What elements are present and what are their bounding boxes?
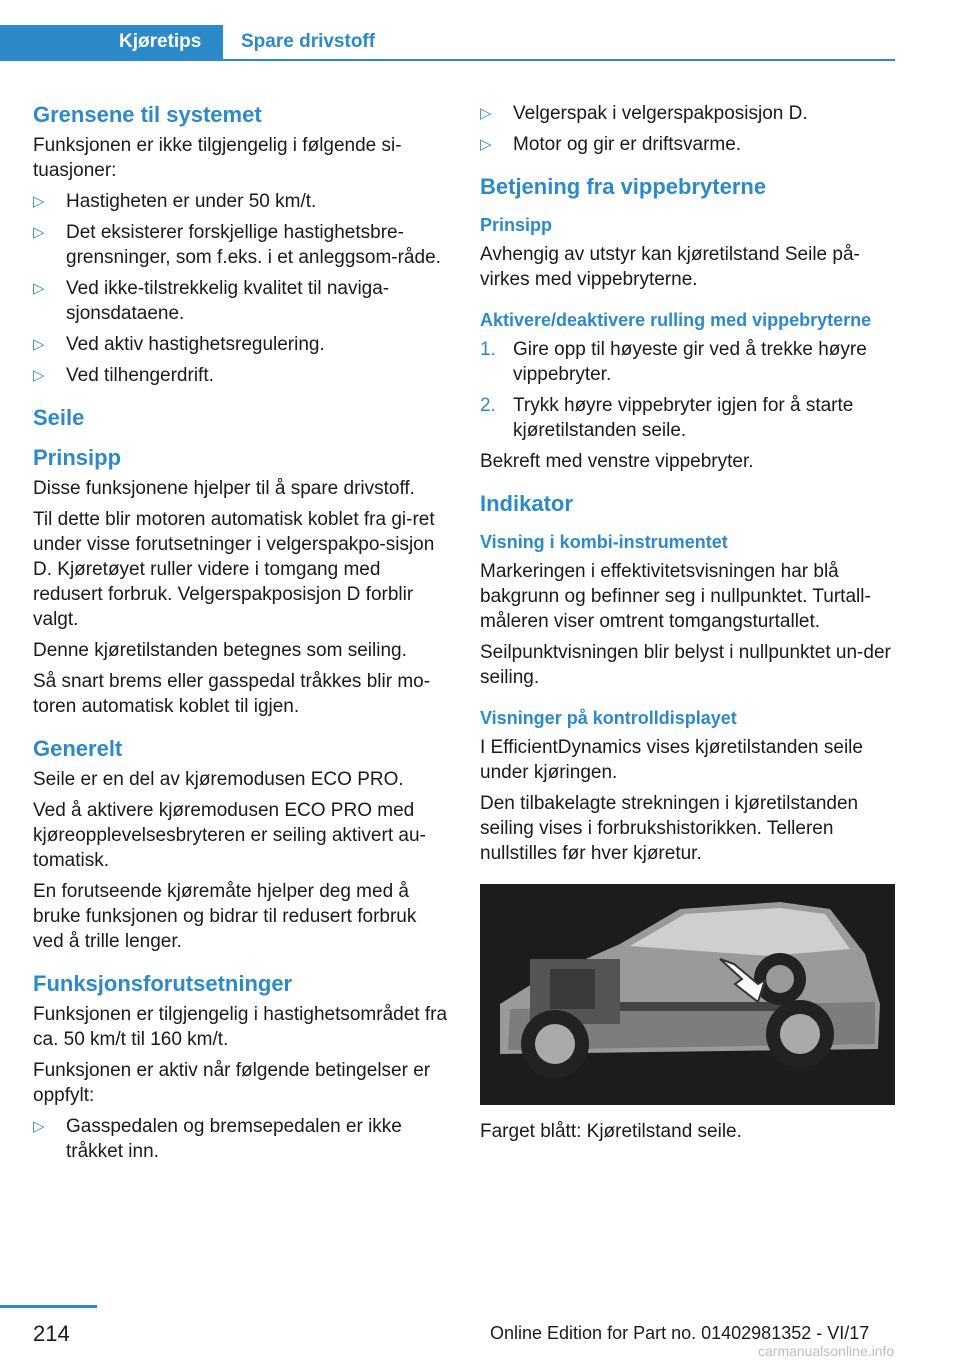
forutsetninger-heading: Funksjonsforutsetninger (33, 971, 293, 996)
triangle-bullet-icon: ▷ (33, 224, 45, 241)
generelt-p2: Ved å aktivere kjøremodusen ECO PRO med kjøreopplevelsesbryteren er seiling aktivert au-tomatisk. (33, 800, 426, 871)
list-item: ▷ Ved tilhengerdrift. (33, 365, 214, 386)
prinsipp-p4: Så snart brems eller gasspedal tråkkes blir mo-toren automatisk koblet til igjen. (33, 671, 431, 717)
kombi-p1: Markeringen i effektivitetsvisningen har blå bakgrunn og befinner seg i nullpunktet. Turtall-måleren viser omtrent tomgangsturtallet. (480, 561, 871, 632)
aktivere-heading: Aktivere/deaktivere rulling med vippebryterne (480, 310, 872, 330)
header-rule (223, 59, 895, 61)
prinsipp-p3: Denne kjøretilstanden betegnes som seiling. (33, 640, 407, 661)
indikator-heading: Indikator (480, 491, 573, 516)
footer-rule (0, 1305, 97, 1308)
triangle-bullet-icon: ▷ (33, 367, 45, 384)
prinsipp-p1: Disse funksjonene hjelper til å spare drivstoff. (33, 478, 415, 499)
header-tabs (0, 25, 895, 61)
kontroll-p2: Den tilbakelagte strekningen i kjøretilstanden seiling vises i forbrukshistorikken. Telleren nullstilles før hver kjøretur. (480, 793, 859, 864)
figure-caption: Farget blått: Kjøretilstand seile. (480, 1121, 742, 1142)
kontroll-p1: I EfficientDynamics vises kjøretilstanden seile under kjøringen. (480, 737, 863, 783)
aktivere-after: Bekreft med venstre vippebryter. (480, 451, 754, 472)
right-column (480, 101, 896, 1150)
edition-note: Online Edition for Part no. 01402981352 - VI/17 (490, 1323, 870, 1343)
triangle-bullet-icon: ▷ (480, 136, 492, 153)
list-item: ▷ Velgerspak i velgerspakposisjon D. (480, 103, 808, 124)
tab-kjoretips[interactable]: Kjøretips (0, 25, 223, 61)
list-item: ▷ Ved ikke-tilstrekkelig kvalitet til naviga-sjonsdataene. (33, 278, 390, 324)
forutsetninger-p1: Funksjonen er tilgjengelig i hastighetsområdet fra ca. 50 km/t til 160 km/t. (33, 1004, 448, 1050)
kombi-heading: Visning i kombi-instrumentet (480, 532, 728, 552)
prinsipp-p2: Til dette blir motoren automatisk koblet fra gi-ret under visse forutsetninger i velgerspakpo-sisjon D. Kjøretøyet ruller videre i tomgang med redusert forbruk. Velgerspakposisjon D forblir valgt. (33, 509, 435, 630)
triangle-bullet-icon: ▷ (33, 193, 45, 210)
grensene-intro: Funksjonen er ikke tilgjengelig i følgende si-tuasjoner: (33, 135, 402, 181)
step-number: 1. (480, 339, 496, 360)
tab-spare-drivstoff[interactable]: Spare drivstoff (241, 31, 376, 52)
triangle-bullet-icon: ▷ (33, 1118, 45, 1135)
list-item: ▷ Det eksisterer forskjellige hastighetsbre-grensninger, som f.eks. i et anleggsom-råde. (33, 222, 441, 268)
list-item: ▷ Motor og gir er driftsvarme. (480, 134, 742, 155)
left-column (33, 101, 449, 1170)
kontroll-heading: Visninger på kontrolldisplayet (480, 708, 737, 728)
forutsetninger-p2: Funksjonen er aktiv når følgende betingelser er oppfylt: (33, 1060, 431, 1106)
forutsetninger-list-cont (480, 101, 896, 157)
generelt-heading: Generelt (33, 736, 123, 761)
page-number: 214 (33, 1321, 70, 1346)
list-item: ▷ Gasspedalen og bremsepedalen er ikke tråkket inn. (33, 1116, 402, 1162)
car-drivetrain-illustration (480, 884, 895, 1105)
betjening-heading: Betjening fra vippebryterne (480, 174, 767, 199)
list-item: 2. Trykk høyre vippebryter igjen for å starte kjøretilstanden seile. (480, 395, 854, 441)
kombi-p2: Seilpunktvisningen blir belyst i nullpunktet un-der seiling. (480, 642, 891, 688)
list-item: 1. Gire opp til høyeste gir ved å trekke høyre vippebryter. (480, 339, 867, 385)
triangle-bullet-icon: ▷ (33, 280, 45, 297)
list-item: ▷ Hastigheten er under 50 km/t. (33, 191, 317, 212)
list-item: ▷ Ved aktiv hastighetsregulering. (33, 334, 325, 355)
aktivere-steps (480, 337, 896, 443)
grensene-list (33, 189, 449, 388)
triangle-bullet-icon: ▷ (33, 336, 45, 353)
car-icon (480, 884, 895, 1105)
watermark: carmanualsonline.info (758, 1343, 895, 1359)
grensene-heading: Grensene til systemet (33, 102, 262, 127)
triangle-bullet-icon: ▷ (480, 105, 492, 122)
prinsipp-text-right: Avhengig av utstyr kan kjøretilstand Seile på-virkes med vippebryterne. (480, 244, 860, 290)
step-number: 2. (480, 395, 496, 416)
generelt-p1: Seile er en del av kjøremodusen ECO PRO. (33, 769, 404, 790)
seile-heading: Seile (33, 405, 85, 430)
prinsipp-heading-right: Prinsipp (480, 215, 553, 235)
generelt-p3: En forutseende kjøremåte hjelper deg med å bruke funksjonen og bidrar til redusert forbruk ved å trille lenger. (33, 881, 417, 952)
forutsetninger-list (33, 1114, 449, 1164)
prinsipp-heading: Prinsipp (33, 445, 122, 470)
